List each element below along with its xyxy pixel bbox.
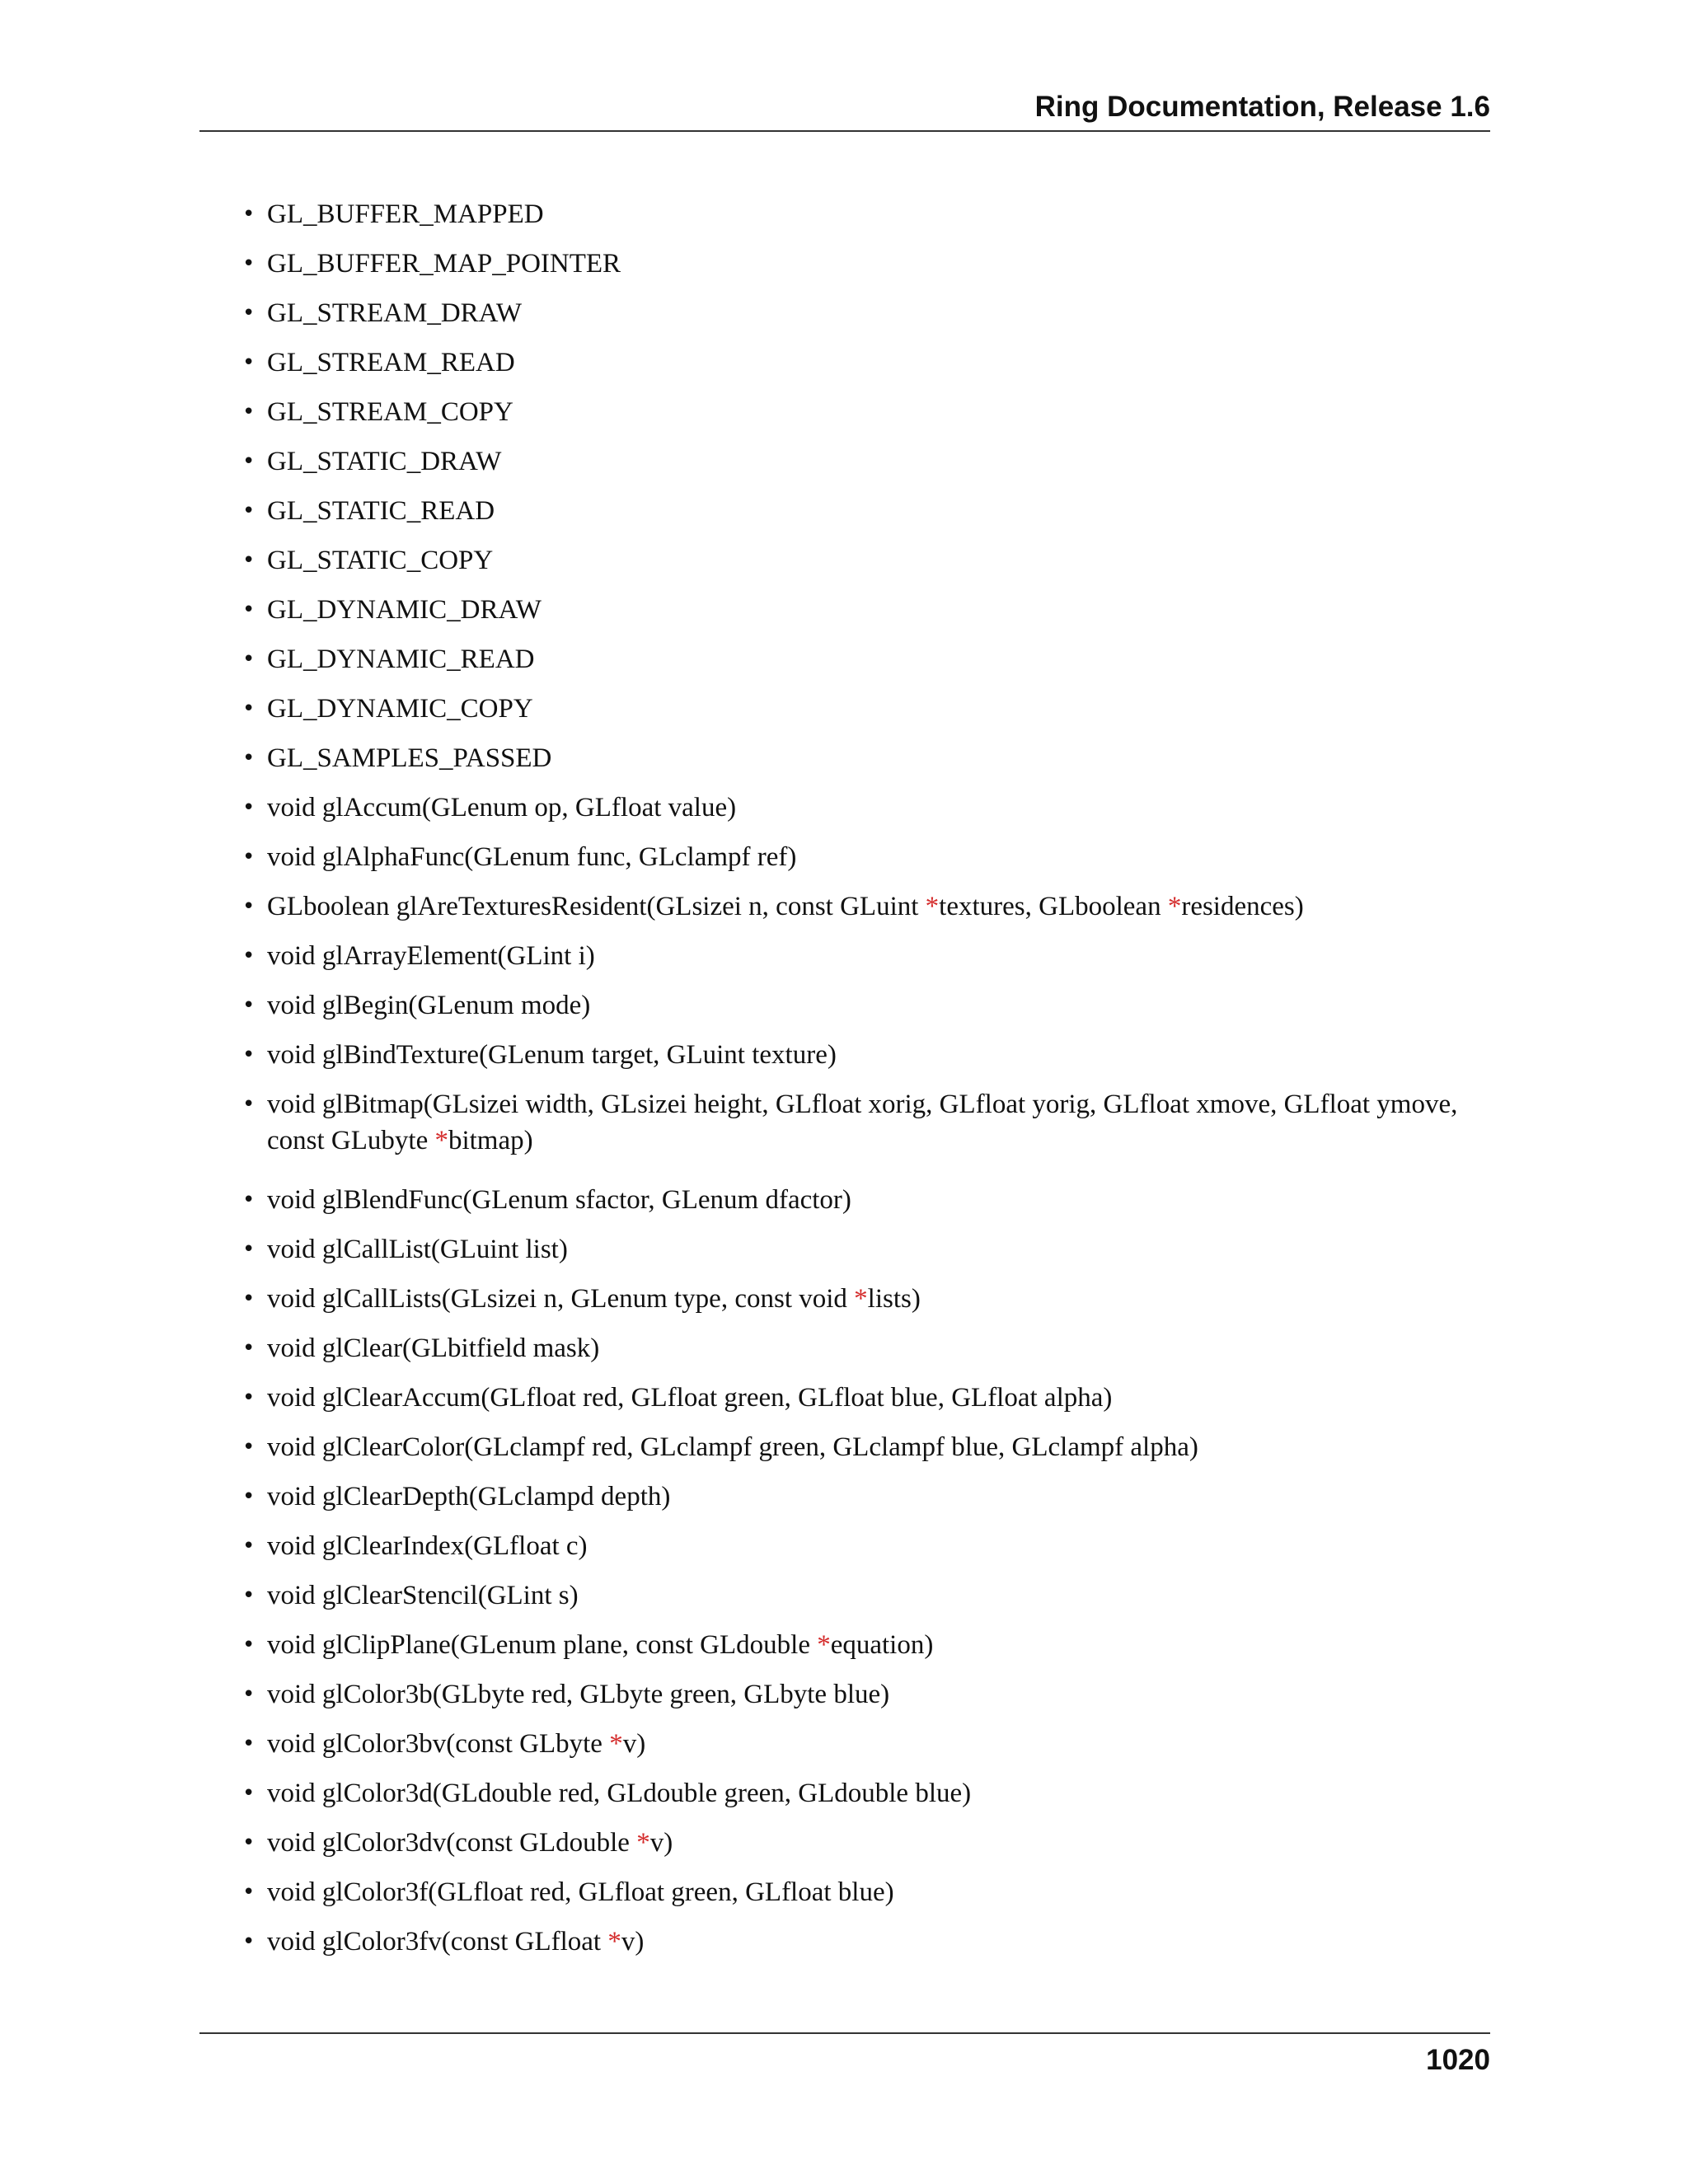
bullet-icon: • [242, 1583, 256, 1608]
list-item [0, 1775, 1688, 1811]
list-item [0, 1429, 1688, 1465]
list-item-text: GL_STATIC_DRAW [267, 447, 502, 476]
list-item-text: GL_BUFFER_MAP_POINTER [267, 249, 621, 279]
definition-list [0, 196, 1688, 1973]
list-item-text: GL_BUFFER_MAPPED [267, 199, 544, 229]
list-item [0, 888, 1688, 925]
bullet-icon: • [242, 1830, 256, 1855]
bullet-icon: • [242, 1188, 256, 1212]
bullet-icon: • [242, 1237, 256, 1262]
list-item-text: GL_DYNAMIC_DRAW [267, 595, 542, 625]
list-item-text: void glColor3bv(const GLbyte *v) [267, 1729, 646, 1759]
list-item-text: GL_STREAM_COPY [267, 397, 513, 427]
list-item-text: void glClearDepth(GLclampd depth) [267, 1482, 671, 1511]
list-item-text: void glClipPlane(GLenum plane, const GLdouble *equation) [267, 1630, 934, 1660]
list-item [0, 1528, 1688, 1564]
bullet-icon: • [242, 499, 256, 523]
list-item [0, 344, 1688, 381]
list-item [0, 790, 1688, 826]
list-item [0, 1037, 1688, 1073]
list-item-text: GL_DYNAMIC_COPY [267, 694, 533, 724]
list-item [0, 1577, 1688, 1614]
list-item [0, 839, 1688, 875]
list-item-text: void glBlendFunc(GLenum sfactor, GLenum dfactor) [267, 1185, 851, 1215]
bullet-icon: • [242, 944, 256, 968]
list-item-text: void glColor3b(GLbyte red, GLbyte green, GLbyte blue) [267, 1680, 890, 1709]
list-item-text: GL_STATIC_COPY [267, 546, 494, 575]
bullet-icon: • [242, 251, 256, 276]
list-item [0, 443, 1688, 480]
bullet-icon: • [242, 1534, 256, 1558]
list-item [0, 641, 1688, 677]
list-item [0, 1380, 1688, 1416]
bullet-icon: • [242, 795, 256, 820]
list-item-text: void glColor3f(GLfloat red, GLfloat green, GLfloat blue) [267, 1877, 894, 1907]
list-item [0, 1726, 1688, 1762]
bullet-icon: • [242, 350, 256, 375]
list-item-text: void glClearIndex(GLfloat c) [267, 1531, 588, 1561]
bullet-icon: • [242, 548, 256, 573]
bullet-icon: • [242, 1092, 256, 1117]
bullet-icon: • [242, 1781, 256, 1806]
list-item [0, 1330, 1688, 1366]
list-item-text: void glArrayElement(GLint i) [267, 941, 595, 971]
bullet-icon: • [242, 301, 256, 326]
bullet-icon: • [242, 1385, 256, 1410]
bullet-icon: • [242, 1484, 256, 1509]
list-item [0, 1924, 1688, 1960]
bullet-icon: • [242, 1732, 256, 1756]
bullet-icon: • [242, 1435, 256, 1460]
list-item-text: void glCallLists(GLsizei n, GLenum type, const void *lists) [267, 1284, 921, 1314]
page-header [199, 91, 1490, 132]
list-item [0, 1676, 1688, 1713]
list-item [0, 740, 1688, 776]
bullet-icon: • [242, 1286, 256, 1311]
bullet-icon: • [242, 449, 256, 474]
bullet-icon: • [242, 1682, 256, 1707]
bullet-icon: • [242, 993, 256, 1018]
bullet-icon: • [242, 1043, 256, 1067]
bullet-icon: • [242, 202, 256, 227]
list-item-text: void glColor3d(GLdouble red, GLdouble green, GLdouble blue) [267, 1779, 972, 1808]
list-item-text: void glClearColor(GLclampf red, GLclampf green, GLclampf blue, GLclampf alpha) [267, 1432, 1198, 1462]
list-item-text: GL_STREAM_READ [267, 348, 515, 377]
list-item [0, 987, 1688, 1024]
list-item-text: GL_SAMPLES_PASSED [267, 743, 552, 773]
bullet-icon: • [242, 647, 256, 672]
page-footer [199, 2032, 1490, 2076]
bullet-icon: • [242, 845, 256, 869]
list-item [0, 196, 1688, 232]
bullet-icon: • [242, 696, 256, 721]
list-item [0, 493, 1688, 529]
list-item-text: void glAlphaFunc(GLenum func, GLclampf ref) [267, 842, 797, 872]
list-item-text: void glBindTexture(GLenum target, GLuint texture) [267, 1040, 837, 1070]
bullet-icon: • [242, 746, 256, 771]
list-item-text: GL_STATIC_READ [267, 496, 495, 526]
bullet-icon: • [242, 1336, 256, 1361]
bullet-icon: • [242, 1929, 256, 1954]
list-item [0, 1231, 1688, 1268]
list-item [0, 1182, 1688, 1218]
list-item [0, 691, 1688, 727]
list-item-text: void glBitmap(GLsizei width, GLsizei height, GLfloat xorig, GLfloat yorig, GLfloat xmove, GLfloat ymove, const GLubyte *bitmap) [267, 1090, 1458, 1155]
bullet-icon: • [242, 894, 256, 919]
list-item-text: void glCallList(GLuint list) [267, 1235, 568, 1264]
list-item-text: GLboolean glAreTexturesResident(GLsizei n, const GLuint *textures, GLboolean *residences) [267, 892, 1304, 921]
list-item [0, 542, 1688, 579]
list-item [0, 1825, 1688, 1861]
list-item [0, 394, 1688, 430]
list-item-text: void glBegin(GLenum mode) [267, 991, 591, 1020]
bullet-icon: • [242, 400, 256, 424]
list-item [0, 1281, 1688, 1317]
list-item-text: GL_DYNAMIC_READ [267, 644, 535, 674]
list-item-text: void glColor3fv(const GLfloat *v) [267, 1927, 645, 1957]
list-item [0, 592, 1688, 628]
list-item-text: void glClearAccum(GLfloat red, GLfloat green, GLfloat blue, GLfloat alpha) [267, 1383, 1113, 1413]
bullet-icon: • [242, 598, 256, 622]
list-item-text: void glAccum(GLenum op, GLfloat value) [267, 793, 737, 823]
list-item-text: void glColor3dv(const GLdouble *v) [267, 1828, 673, 1858]
list-item [0, 938, 1688, 974]
list-item [0, 1874, 1688, 1910]
list-item [0, 246, 1688, 282]
list-item-text: void glClearStencil(GLint s) [267, 1581, 579, 1610]
bullet-icon: • [242, 1633, 256, 1657]
list-item [0, 1086, 1688, 1159]
running-title: Ring Documentation, Release 1.6 [1034, 91, 1490, 123]
list-item [0, 1479, 1688, 1515]
list-item-text: void glClear(GLbitfield mask) [267, 1333, 600, 1363]
list-item [0, 1627, 1688, 1663]
list-item [0, 295, 1688, 331]
page-number: 1020 [1426, 2044, 1490, 2076]
list-item-text: GL_STREAM_DRAW [267, 298, 523, 328]
bullet-icon: • [242, 1880, 256, 1905]
